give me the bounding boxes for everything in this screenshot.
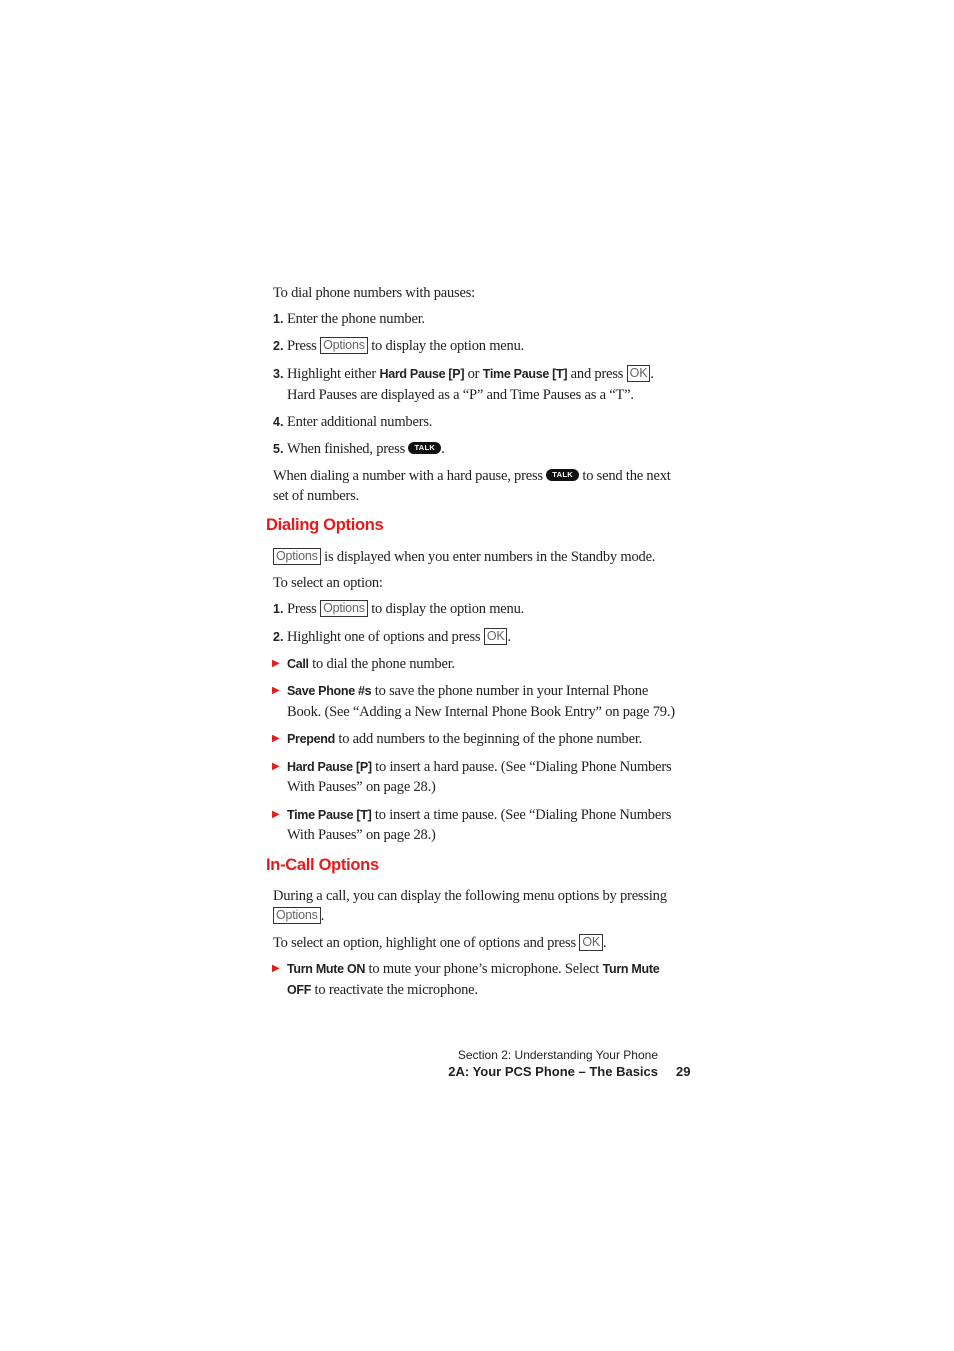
step-text-line2: Hard Pauses are displayed as a “P” and Time Pauses as a “T”. [287, 387, 634, 403]
option-label: Save Phone #s [287, 684, 372, 698]
step-number: 2. [273, 339, 284, 353]
select-option-text: To select an option: [273, 575, 383, 591]
bullet-triangle-icon: ▶ [272, 685, 280, 696]
option-save-phone [287, 681, 648, 701]
option-text: to add numbers to the beginning of the phone number. [338, 731, 643, 747]
talk-key-icon: TALK [408, 442, 441, 454]
step-text [287, 627, 511, 647]
footer-section: Section 2: Understanding Your Phone [457, 1048, 658, 1062]
step-end: . [650, 366, 654, 382]
intro-text: To dial phone numbers with pauses: [273, 285, 475, 301]
step-number: 1. [273, 312, 284, 326]
option-label: Prepend [287, 732, 335, 746]
step-text: Enter the phone number. [287, 311, 425, 327]
option-text-line2: With Pauses” on page 28.) [287, 779, 436, 795]
option-text-line2: With Pauses” on page 28.) [287, 827, 436, 843]
option-label: Time Pause [T] [287, 808, 372, 822]
step-post: to display the option menu. [371, 338, 525, 354]
step-number: 4. [273, 415, 284, 429]
step-text [287, 364, 654, 384]
note-pre: When dialing a number with a hard pause, press [273, 468, 543, 484]
step-mid: or [467, 366, 480, 382]
option-hard-pause [287, 757, 671, 777]
option-label: Call [287, 657, 309, 671]
options-key: Options [320, 600, 368, 617]
bullet-triangle-icon: ▶ [272, 761, 280, 772]
option-label: Hard Pause [P] [287, 760, 372, 774]
bullet-triangle-icon: ▶ [272, 963, 280, 974]
note-post: to send the next [582, 468, 671, 484]
bullet-triangle-icon: ▶ [272, 658, 280, 669]
talk-key-icon: TALK [546, 469, 579, 481]
option-time-pause [287, 805, 671, 825]
option-text: to save the phone number in your Internal Phone [374, 683, 649, 699]
option-mute-line2 [287, 980, 478, 1000]
ok-key: OK [579, 934, 603, 951]
step-pre: Press [287, 338, 317, 354]
step-pre: Highlight one of options and press [287, 629, 481, 645]
step-end: . [441, 441, 445, 457]
step-post: to display the option menu. [371, 601, 525, 617]
in-call-text: During a call, you can display the following menu options by pressing [273, 888, 667, 904]
hard-pause-note-line2: set of numbers. [273, 488, 359, 504]
options-key: Options [273, 907, 321, 924]
option-label: Turn Mute ON [287, 962, 366, 976]
ok-key: OK [627, 365, 651, 382]
bullet-triangle-icon: ▶ [272, 809, 280, 820]
step-number: 2. [273, 630, 284, 644]
option-label-3: OFF [287, 983, 312, 997]
hard-pause-note [273, 466, 671, 486]
select-end: . [603, 935, 607, 951]
step-text: Enter additional numbers. [287, 414, 433, 430]
options-key: Options [273, 548, 321, 565]
ok-key: OK [484, 628, 508, 645]
option-text: to dial the phone number. [312, 656, 455, 672]
in-call-text-line2 [273, 906, 324, 926]
step-number: 1. [273, 602, 284, 616]
step-post: and press [570, 366, 624, 382]
option-prepend [287, 729, 642, 749]
option-text-2: to reactivate the microphone. [314, 982, 478, 998]
dialing-options-heading: Dialing Options [266, 516, 384, 534]
option-text-line2: Book. (See “Adding a New Internal Phone Book Entry” on page 79.) [287, 704, 675, 720]
step-text [287, 336, 524, 356]
standby-desc: is displayed when you enter numbers in the Standby mode. [324, 549, 656, 565]
step-number: 3. [273, 367, 284, 381]
option-text: to insert a time pause. (See “Dialing Phone Numbers [374, 807, 672, 823]
standby-text [273, 547, 655, 567]
options-key: Options [320, 337, 368, 354]
step-end: . [507, 629, 511, 645]
time-pause-label: Time Pause [T] [482, 367, 568, 381]
footer-chapter: 2A: Your PCS Phone – The Basics [448, 1064, 658, 1079]
step-pre: Highlight either [287, 366, 377, 382]
in-call-select-text [273, 933, 606, 953]
select-pre: To select an option, highlight one of options and press [273, 935, 576, 951]
in-call-options-heading: In-Call Options [266, 856, 379, 874]
page-number: 29 [676, 1064, 691, 1079]
option-call [287, 654, 455, 674]
step-pre: Press [287, 601, 317, 617]
step-text [287, 439, 445, 459]
option-text: to insert a hard pause. (See “Dialing Phone Numbers [375, 759, 672, 775]
in-call-end: . [320, 908, 325, 924]
step-pre: When finished, press [287, 441, 406, 457]
bullet-triangle-icon: ▶ [272, 733, 280, 744]
step-number: 5. [273, 442, 284, 456]
option-mute [287, 959, 659, 979]
option-text: to mute your phone’s microphone. Select [368, 961, 600, 977]
hard-pause-label: Hard Pause [P] [379, 367, 465, 381]
option-label-2: Turn Mute [602, 962, 660, 976]
step-text [287, 599, 524, 619]
